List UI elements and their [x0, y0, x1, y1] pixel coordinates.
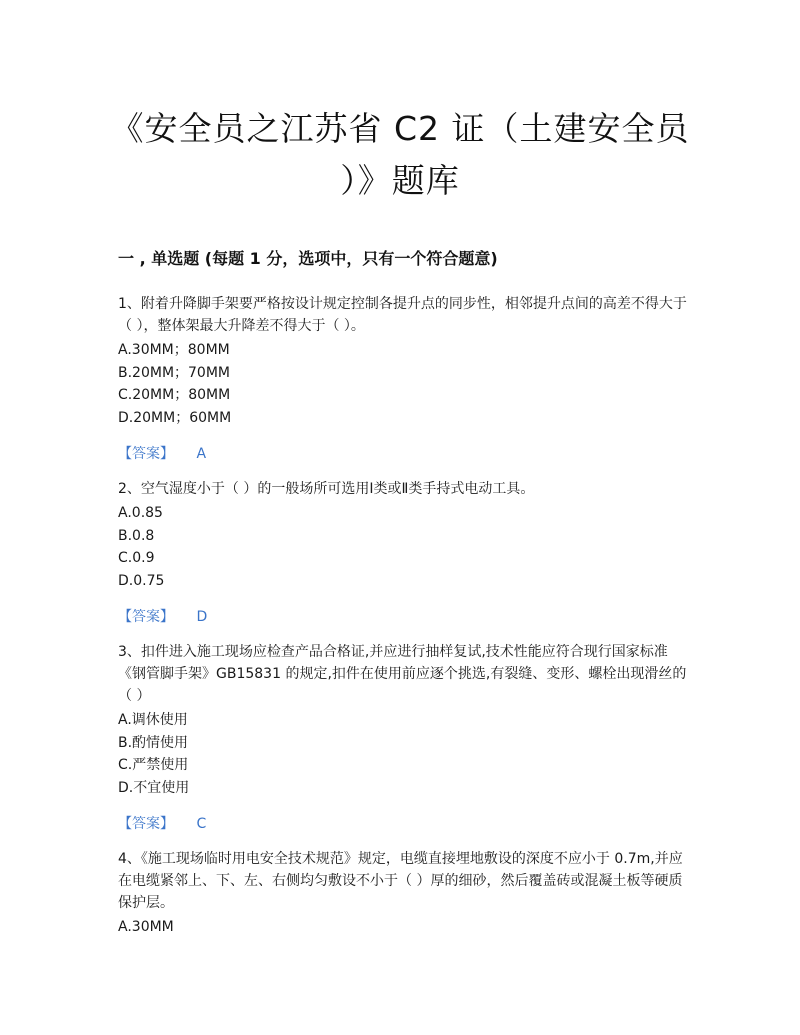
- question-1: [118, 293, 688, 429]
- answer-2: [118, 606, 207, 626]
- option-b: B.酌情使用: [118, 734, 189, 751]
- question-text: 1、附着升降脚手架要严格按设计规定控制各提升点的同步性，相邻提升点间的高差不得大于（ ），整体架最大升降差不得大于（ ）。: [118, 296, 687, 334]
- option-b: B.0.8: [118, 527, 155, 544]
- question-4: [118, 848, 688, 939]
- answer-3: [118, 813, 206, 833]
- option-c: C.0.9: [118, 550, 155, 566]
- option-a: A.30MM；80MM: [118, 342, 230, 358]
- option-c: C.20MM；80MM: [118, 387, 231, 403]
- option-d: D.20MM；60MM: [118, 409, 232, 426]
- answer-label: 【答案】: [118, 816, 174, 832]
- question-text: 2、空气湿度小于（ ）的一般场所可选用Ⅰ类或Ⅱ类手持式电动工具。: [118, 481, 535, 497]
- question-3: [118, 641, 688, 799]
- answer-label: 【答案】: [118, 609, 174, 625]
- answer-value: A: [196, 446, 207, 462]
- answer-1: [118, 443, 206, 463]
- option-d: D.0.75: [118, 572, 165, 589]
- answer-value: D: [196, 609, 208, 625]
- option-a: A.调休使用: [118, 712, 188, 728]
- title-line-1: 《安全员之江苏省 C2 证（土建安全员: [110, 109, 690, 148]
- answer-value: C: [196, 816, 207, 832]
- document-title: [80, 103, 720, 207]
- option-d: D.不宜使用: [118, 779, 190, 796]
- question-text: 3、扣件进入施工现场应检查产品合格证,并应进行抽样复试,技术性能应符合现行国家标准《钢管脚手架》GB15831 的规定,扣件在使用前应逐个挑选,有裂缝、变形、螺栓出现滑丝的（ ）: [118, 644, 687, 704]
- question-2: [118, 478, 688, 592]
- answer-label: 【答案】: [118, 446, 174, 462]
- option-a: A.0.85: [118, 505, 163, 521]
- section-heading: 一 , 单选题 (每题 1 分，选项中，只有一个符合题意): [118, 249, 498, 268]
- question-text: 4、《施工现场临时用电安全技术规范》规定，电缆直接埋地敷设的深度不应小于 0.7m,并应在电缆紧邻上、下、左、右侧均匀敷设不小于（ ）厚的细砂，然后覆盖砖或混凝土板等硬质保护层。: [118, 851, 683, 911]
- title-line-2: ）》题库: [340, 161, 460, 200]
- option-c: C.严禁使用: [118, 757, 189, 773]
- option-b: B.20MM；70MM: [118, 364, 230, 381]
- option-a: A.30MM: [118, 919, 174, 935]
